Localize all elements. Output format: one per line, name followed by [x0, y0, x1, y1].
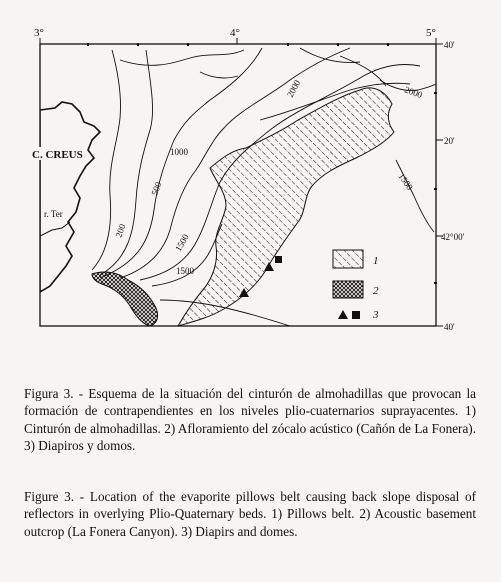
lat-40-top-label: 40' [444, 40, 455, 50]
legend-swatch-pillows [333, 250, 363, 268]
lon-5-label: 5° [426, 27, 436, 39]
lat-40-bottom-label: 40' [444, 322, 455, 332]
isobath-label-1500-a: 1500 [173, 232, 191, 253]
cape-creus-label: C. CREUS [32, 149, 83, 161]
figure-caption-spanish: Figura 3. - Esquema de la situación del cinturón de almohadillas que provocan la formación de contrapendientes en los niveles plio-cuaternarios suprayacentes. 1) Cinturón de almohadillas. 2) Afloramiento del zócalo acústico (Cañón de La Fonera). 3) Diapiros y domos. [24, 386, 476, 454]
isobath-label-2000-b: 1500 [396, 171, 415, 192]
lon-3-label: 3° [34, 27, 44, 39]
isobath-label-1000: 1000 [170, 147, 188, 157]
legend-label-2: 2 [373, 285, 379, 297]
legend-swatch-basement [333, 281, 363, 298]
isobath-label-500: 500 [149, 180, 164, 197]
coastline [40, 102, 100, 292]
map-legend [333, 250, 379, 321]
legend-triangle-icon [338, 310, 348, 319]
legend-label-3: 3 [373, 309, 379, 321]
figure-caption-english: Figure 3. - Location of the evaporite pillows belt causing back slope disposal of reflectors in overlying Plio-Quaternary beds. 1) Pillows belt. 2) Acoustic basement outcrop (La Fonera Canyon). 3) Diapirs and domes. [24, 489, 476, 539]
acoustic-basement-area [92, 272, 158, 326]
lat-42-label: 42°00' [441, 232, 465, 242]
lat-20-label: 20' [444, 136, 455, 146]
isobath-label-1500-b: 2000 [284, 78, 303, 99]
isobath-label-200: 200 [113, 222, 128, 239]
isobath-label-1500-c: 2000 [403, 84, 424, 101]
legend-square-icon [352, 311, 360, 319]
river-ter-label: r. Ter [44, 209, 63, 219]
lon-4-label: 4° [230, 27, 240, 39]
legend-label-1: 1 [373, 255, 379, 267]
isobath-label-2000-a: 1500 [176, 266, 194, 276]
